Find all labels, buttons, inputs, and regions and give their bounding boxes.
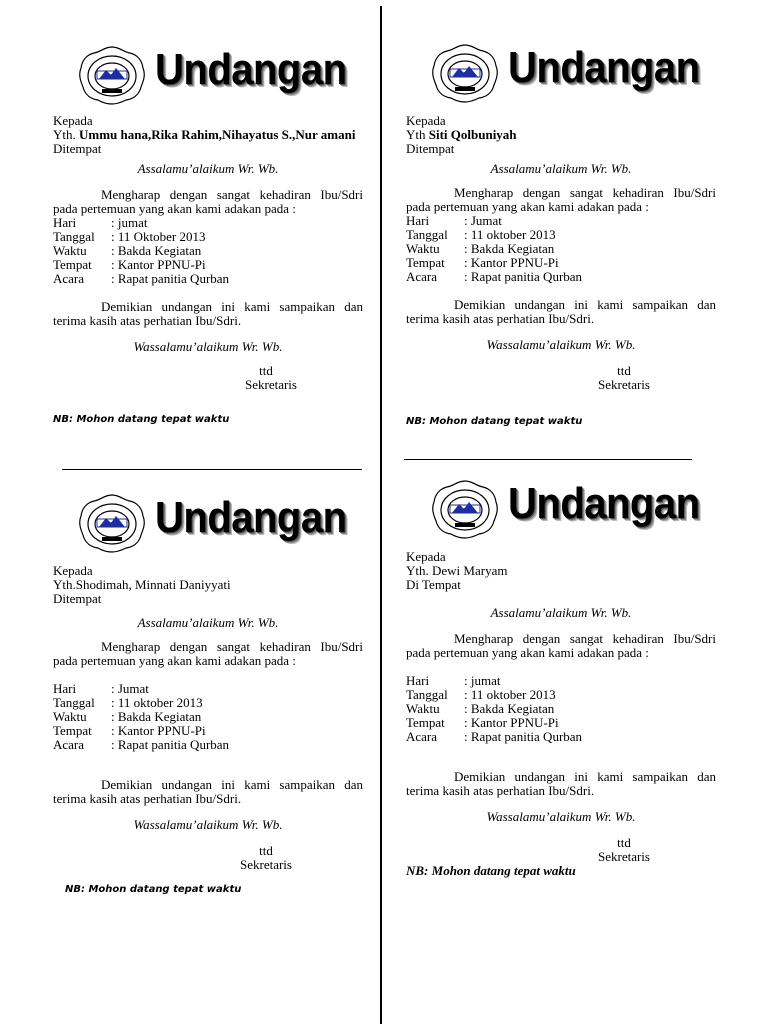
invitation-title: Undangan: [508, 44, 700, 92]
signature-ttd: ttd: [617, 835, 631, 850]
field-tempat: Tempat : Kantor PPNU-Pi: [406, 715, 559, 730]
nb-note: NB: Mohon datang tepat waktu: [406, 863, 576, 878]
signature-ttd: ttd: [259, 363, 273, 378]
invitation-3: [53, 492, 363, 896]
organization-logo-icon: [428, 478, 502, 540]
recipient-names: Siti Qolbuniyah: [428, 127, 517, 142]
recipient-line: [406, 128, 716, 142]
greeting: Assalamu’alaikum Wr. Wb.: [490, 161, 632, 176]
field-tanggal: Tanggal : 11 oktober 2013: [53, 695, 203, 710]
field-tempat: Tempat : Kantor PPNU-Pi: [53, 723, 206, 738]
field-hari: Hari : jumat: [53, 215, 148, 230]
field-tempat: Tempat : Kantor PPNU-Pi: [53, 257, 206, 272]
closing-paragraph: Demikian undangan ini kami sampaikan dan terima kasih atas perhatian Ibu/Sdri.: [406, 297, 716, 326]
field-tempat: Tempat : Kantor PPNU-Pi: [406, 255, 559, 270]
invitation-title: Undangan: [155, 494, 347, 542]
recipient-line: [53, 128, 363, 142]
recipient-names: Ummu hana,Rika Rahim,Nihayatus S.,Nur amani: [79, 127, 356, 142]
signature-ttd: ttd: [259, 843, 273, 858]
signature-role: Sekretaris: [598, 849, 650, 864]
farewell: Wassalamu’alaikum Wr. Wb.: [133, 817, 283, 832]
intro-paragraph: Mengharap dengan sangat kehadiran Ibu/Sdri pada pertemuan yang akan kami adakan pada :: [53, 187, 363, 216]
field-tanggal: Tanggal : 11 Oktober 2013: [53, 229, 206, 244]
intro-paragraph: Mengharap dengan sangat kehadiran Ibu/Sdri pada pertemuan yang akan kami adakan pada :: [53, 639, 363, 668]
kepada-label: Kepada: [53, 563, 93, 578]
horizontal-divider-left: [62, 469, 362, 470]
nb-note: NB: Mohon datang tepat waktu: [65, 884, 242, 895]
invitation-title: Undangan: [508, 480, 700, 528]
organization-logo-icon: [428, 42, 502, 104]
greeting: Assalamu’alaikum Wr. Wb.: [137, 161, 279, 176]
invitation-4: [406, 478, 716, 878]
greeting: Assalamu’alaikum Wr. Wb.: [137, 615, 279, 630]
invitation-1: [53, 44, 363, 426]
kepada-label: Kepada: [406, 113, 446, 128]
intro-paragraph: Mengharap dengan sangat kehadiran Ibu/Sdri pada pertemuan yang akan kami adakan pada :: [406, 631, 716, 660]
closing-paragraph: Demikian undangan ini kami sampaikan dan terima kasih atas perhatian Ibu/Sdri.: [406, 769, 716, 798]
place-label: Ditempat: [53, 141, 102, 156]
field-acara: Acara : Rapat panitia Qurban: [406, 269, 583, 284]
field-waktu: Waktu : Bakda Kegiatan: [53, 709, 202, 724]
invitation-title: Undangan: [155, 46, 347, 94]
vertical-divider: [380, 6, 382, 1024]
nb-note: NB: Mohon datang tepat waktu: [53, 414, 230, 425]
signature-ttd: ttd: [617, 363, 631, 378]
field-tanggal: Tanggal : 11 oktober 2013: [406, 687, 556, 702]
closing-paragraph: Demikian undangan ini kami sampaikan dan terima kasih atas perhatian Ibu/Sdri.: [53, 299, 363, 328]
invitation-2: [406, 42, 716, 428]
farewell: Wassalamu’alaikum Wr. Wb.: [486, 809, 636, 824]
kepada-label: Kepada: [406, 549, 446, 564]
recipient-line: Yth.Shodimah, Minnati Daniyyati: [53, 577, 231, 592]
recipient-prefix: Yth: [406, 127, 426, 142]
closing-paragraph: Demikian undangan ini kami sampaikan dan terima kasih atas perhatian Ibu/Sdri.: [53, 777, 363, 806]
place-label: Ditempat: [53, 591, 102, 606]
field-hari: Hari : jumat: [406, 673, 501, 688]
place-label: Ditempat: [406, 141, 455, 156]
place-label: Di Tempat: [406, 577, 461, 592]
intro-paragraph: Mengharap dengan sangat kehadiran Ibu/Sdri pada pertemuan yang akan kami adakan pada :: [406, 185, 716, 214]
field-acara: Acara : Rapat panitia Qurban: [53, 271, 230, 286]
horizontal-divider-right: [404, 459, 692, 460]
recipient-prefix: Yth.: [53, 127, 76, 142]
field-hari: Hari : Jumat: [406, 213, 502, 228]
field-waktu: Waktu : Bakda Kegiatan: [53, 243, 202, 258]
farewell: Wassalamu’alaikum Wr. Wb.: [486, 337, 636, 352]
invitation-header: [53, 44, 363, 108]
field-waktu: Waktu : Bakda Kegiatan: [406, 701, 555, 716]
invitation-header: [406, 478, 716, 542]
nb-note: NB: Mohon datang tepat waktu: [406, 416, 583, 427]
field-tanggal: Tanggal : 11 oktober 2013: [406, 227, 556, 242]
invitation-header: [406, 42, 716, 106]
signature-role: Sekretaris: [245, 377, 297, 392]
organization-logo-icon: [75, 44, 149, 106]
farewell: Wassalamu’alaikum Wr. Wb.: [133, 339, 283, 354]
field-acara: Acara : Rapat panitia Qurban: [53, 737, 230, 752]
greeting: Assalamu’alaikum Wr. Wb.: [490, 605, 632, 620]
field-hari: Hari : Jumat: [53, 681, 149, 696]
recipient-line: Yth. Dewi Maryam: [406, 563, 508, 578]
signature-role: Sekretaris: [240, 857, 292, 872]
signature-role: Sekretaris: [598, 377, 650, 392]
field-acara: Acara : Rapat panitia Qurban: [406, 729, 583, 744]
kepada-label: Kepada: [53, 113, 93, 128]
field-waktu: Waktu : Bakda Kegiatan: [406, 241, 555, 256]
organization-logo-icon: [75, 492, 149, 554]
invitation-header: [53, 492, 363, 556]
